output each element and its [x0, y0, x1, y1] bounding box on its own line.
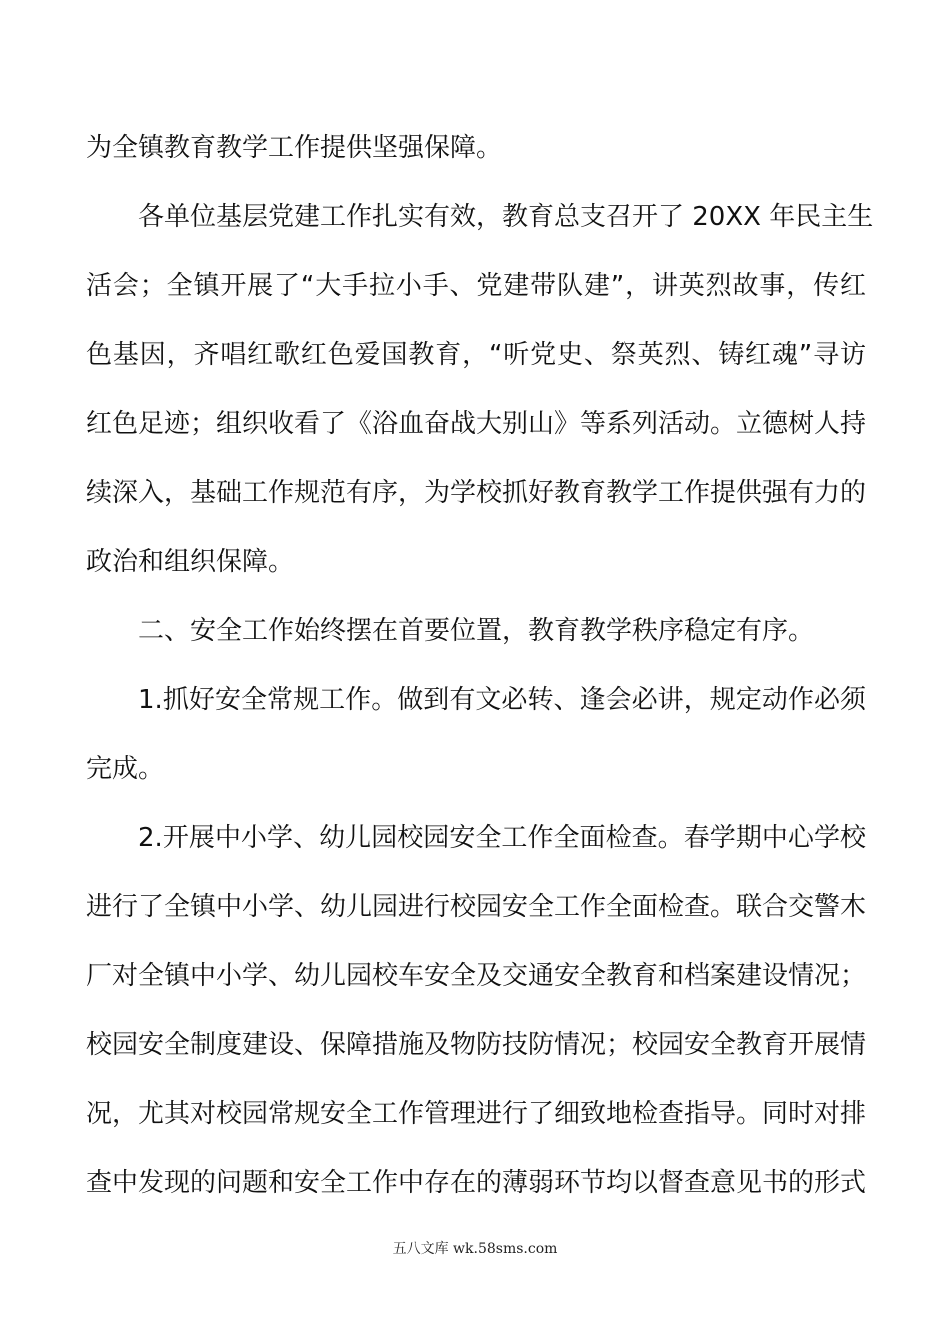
section-heading: 二、安全工作始终摆在首要位置，教育教学秩序稳定有序。 [138, 616, 815, 646]
list-item-line: 2.开展中小学、幼儿园校园安全工作全面检查。春学期中心学校 [138, 823, 866, 853]
text-line: 查中发现的问题和安全工作中存在的薄弱环节均以督查意见书的形式 [86, 1168, 867, 1198]
list-item-line: 1.抓好安全常规工作。做到有文必转、逢会必讲，规定动作必须 [138, 685, 866, 715]
text-line: 红色足迹；组织收看了《浴血奋战大别山》等系列活动。立德树人持 [86, 409, 867, 439]
text-line: 完成。 [86, 754, 165, 784]
footer-watermark: 五八文库 wk.58sms.com [392, 1241, 558, 1257]
text-line: 续深入，基础工作规范有序，为学校抓好教育教学工作提供强有力的 [86, 478, 867, 508]
text-line: 活会；全镇开展了“大手拉小手、党建带队建”，讲英烈故事，传红 [86, 271, 866, 301]
paragraph-start-line: 各单位基层党建工作扎实有效，教育总支召开了 20XX 年民主生 [138, 202, 874, 232]
text-line: 厂对全镇中小学、幼儿园校车安全及交通安全教育和档案建设情况； [86, 961, 867, 991]
text-line: 校园安全制度建设、保障措施及物防技防情况；校园安全教育开展情 [86, 1030, 867, 1060]
text-line: 政治和组织保障。 [86, 547, 295, 577]
text-line: 色基因，齐唱红歌红色爱国教育，“听党史、祭英烈、铸红魂”寻访 [86, 340, 866, 370]
text-line-1: 为全镇教育教学工作提供坚强保障。 [86, 133, 503, 163]
text-line: 况，尤其对校园常规安全工作管理进行了细致地检查指导。同时对排 [86, 1099, 867, 1129]
text-line: 进行了全镇中小学、幼儿园进行校园安全工作全面检查。联合交警木 [86, 892, 867, 922]
